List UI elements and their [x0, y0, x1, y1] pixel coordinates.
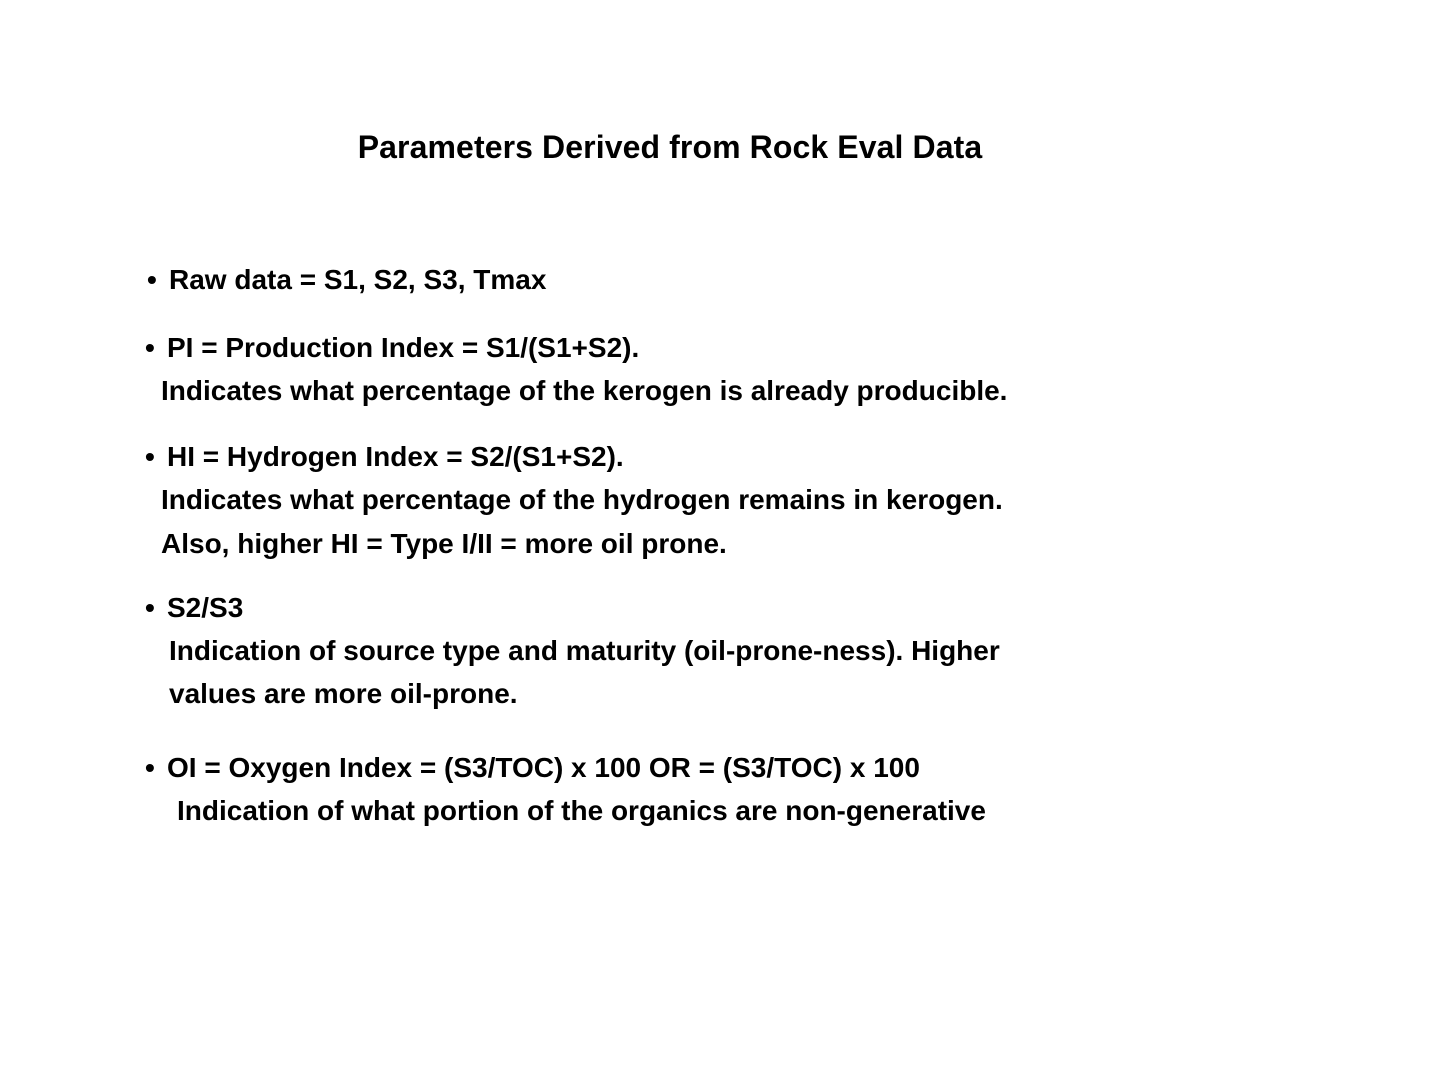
- bullet-icon: •: [145, 752, 155, 783]
- bullet-icon: •: [147, 264, 157, 295]
- bullet-detail-line: Also, higher HI = Type I/II = more oil prone.: [161, 528, 727, 559]
- bullet-item-production-index: [145, 328, 639, 368]
- bullet-icon: •: [145, 332, 155, 363]
- bullet-heading: S2/S3: [167, 592, 244, 623]
- bullet-detail-line: values are more oil-prone.: [169, 678, 518, 709]
- bullet-heading: PI = Production Index = S1/(S1+S2).: [167, 332, 640, 363]
- bullet-item-raw-data: [147, 260, 546, 300]
- bullet-detail-line: Indicates what percentage of the hydrogen remains in kerogen.: [161, 484, 1003, 515]
- bullet-detail-line: Indication of source type and maturity (oil-prone-ness). Higher: [169, 635, 1000, 666]
- bullet-icon: •: [145, 441, 155, 472]
- bullet-icon: •: [145, 592, 155, 623]
- bullet-heading: OI = Oxygen Index = (S3/TOC) x 100 OR = (S3/TOC) x 100: [167, 752, 920, 783]
- bullet-detail-line: Indicates what percentage of the kerogen is already producible.: [161, 375, 1008, 406]
- bullet-item-oxygen-index: [145, 748, 920, 788]
- bullet-item-hydrogen-index: [145, 437, 624, 477]
- bullet-heading: Raw data = S1, S2, S3, Tmax: [169, 264, 547, 295]
- bullet-heading: HI = Hydrogen Index = S2/(S1+S2).: [167, 441, 624, 472]
- bullet-detail-line: Indication of what portion of the organics are non-generative: [177, 795, 986, 826]
- slide-title: Parameters Derived from Rock Eval Data: [357, 129, 983, 165]
- bullet-item-s2-s3: [145, 588, 243, 628]
